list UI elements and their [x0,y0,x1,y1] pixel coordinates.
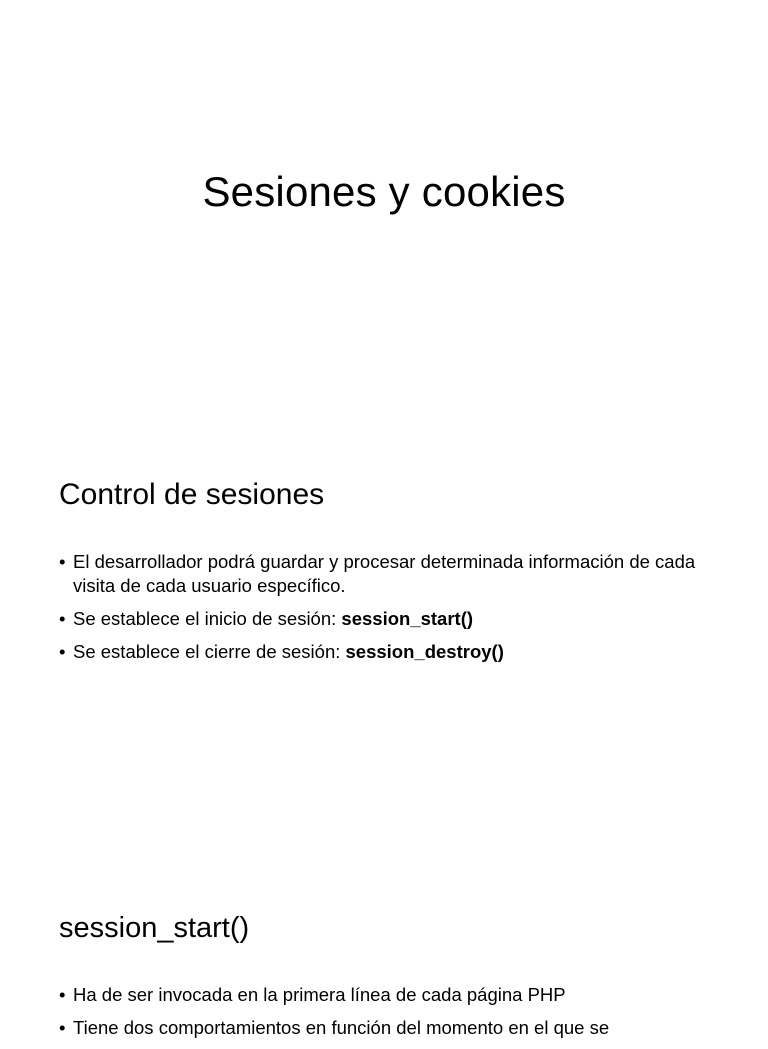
bullet-item [59,983,709,1007]
slide-session-start [0,864,768,1038]
bullet-list [59,983,709,1049]
bullet-text: Ha de ser invocada en la primera línea de cada página PHP [73,984,566,1005]
bullet-item [59,550,709,598]
slide-title [0,0,768,432]
bullet-icon: • [59,641,66,662]
bullet-text: El desarrollador podrá guardar y procesar determinada información de cada visita de cada usuario específico. [73,551,696,596]
bullet-item [59,1016,709,1040]
bullet-item [59,640,709,664]
presentation-title: Sesiones y cookies [202,168,566,215]
bullet-text: Se establece el inicio de sesión: [73,608,342,629]
bullet-icon: • [59,984,66,1005]
bullet-item [59,607,709,631]
bullet-text: Se establece el cierre de sesión: [73,641,346,662]
slide-control-de-sesiones [0,432,768,864]
bullet-icon: • [59,608,66,629]
function-name: session_destroy() [345,641,504,662]
slide-heading: session_start() [59,912,250,944]
bullet-icon: • [59,1017,66,1038]
slide-heading: Control de sesiones [59,478,325,511]
bullet-text: Tiene dos comportamientos en función del momento en el que se [73,1017,610,1038]
bullet-icon: • [59,551,66,572]
function-name: session_start() [341,608,474,629]
bullet-list [59,550,709,673]
